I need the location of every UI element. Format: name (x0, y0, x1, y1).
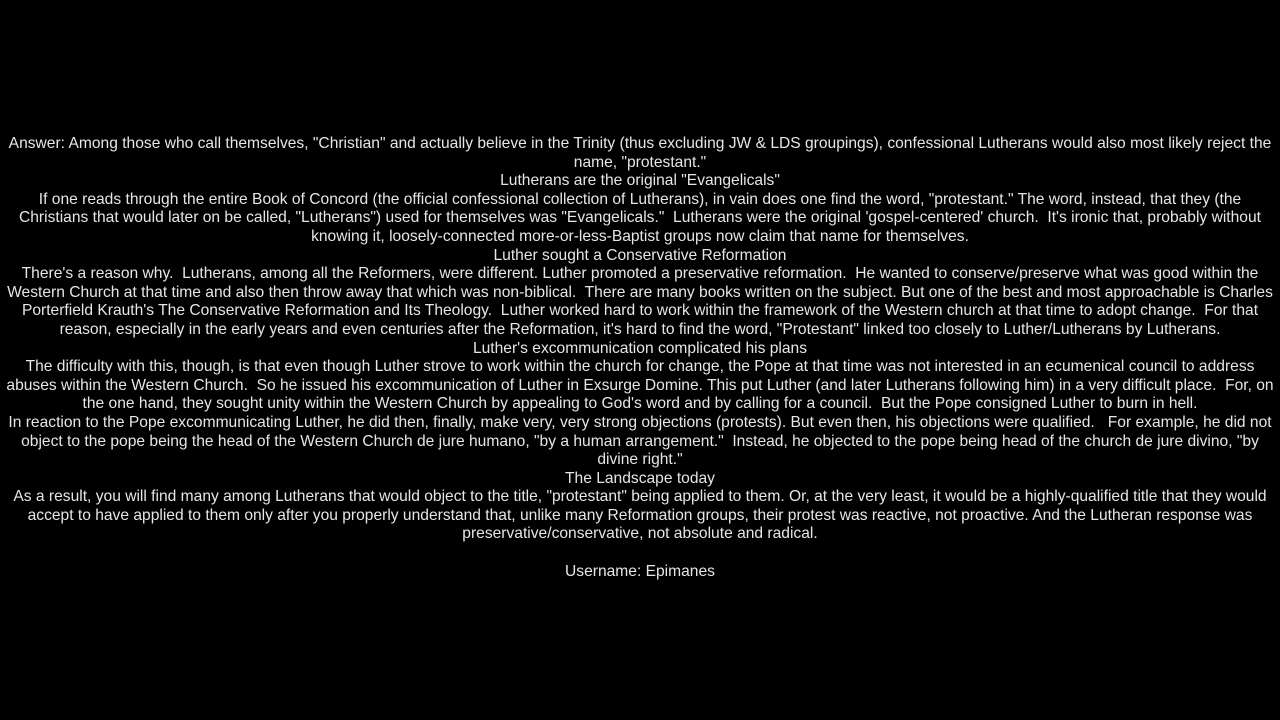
section-body-excommunication-reaction: In reaction to the Pope excommunicating Luther, he did then, finally, make very, very strong objections (protests). But even then, his objections were qualified. For example, he did not object to the pope being the head of the Western Church de jure humano, "by a human arrangement." Instead, he objected to the pope being head of the church de jure divino, "by divine right." (8, 413, 1276, 469)
answer-intro: Answer: Among those who call themselves, "Christian" and actually believe in the Trinity (thus excluding JW & LDS groupings), confessional Lutherans would also most likely reject the name, "protestant." (8, 135, 1276, 171)
section-body-landscape: As a result, you will find many among Lutherans that would object to the title, "protestant" being applied to them. Or, at the very least, it would be a highly-qualified title that they would accept to have applied to them only after you properly understand that, unlike many Reformation groups, their protest was reactive, not proactive. And the Lutheran response was preservative/conservative, not absolute and radical. (13, 488, 1271, 543)
section-heading-conservative-reformation: Luther sought a Conservative Reformation (493, 246, 787, 264)
section-heading-evangelicals: Lutherans are the original "Evangelicals" (500, 172, 780, 190)
section-heading-excommunication: Luther's excommunication complicated his plans (472, 339, 808, 357)
answer-document (0, 135, 1280, 581)
section-body-conservative-reformation: There's a reason why. Lutherans, among all the Reformers, were different. Luther promoted a preservative reformation. He wanted to conserve/preserve what was good within the Western Church at that time and also then throw away that which was non-biblical. There are many books written on the subject. But one of the best and most approachable is Charles Porterfield Krauth's The Conservative Reformation and Its Theology. Luther worked hard to work within the framework of the Western church at that time to adopt change. For that reason, especially in the early years and even centuries after the Reformation, it's hard to find the word, "Protestant" linked too closely to Luther/Lutherans by Lutherans. (7, 265, 1278, 338)
section-heading-landscape: The Landscape today (565, 469, 715, 487)
section-body-evangelicals: If one reads through the entire Book of Concord (the official confessional collection of Lutherans), in vain does one find the word, "protestant." The word, instead, that they (the Christians that would later on be called, "Lutherans") used for themselves was "Evangelicals." Lutherans were the original 'gospel-centered' church. It's ironic that, probably without knowing it, loosely-connected more-or-less-Baptist groups now claim that name for themselves. (19, 190, 1266, 245)
section-body-excommunication: The difficulty with this, though, is that even though Luther strove to work within the church for change, the Pope at that time was not interested in an ecumenical council to address abuses within the Western Church. So he issued his excommunication of Luther in Exsurge Domine. This put Luther (and later Lutherans following him) in a very difficult place. For, on the one hand, they sought unity within the Western Church by appealing to God's word and by calling for a council. But the Pope consigned Luther to burn in hell. (6, 358, 1278, 413)
username-label: Username: Epimanes (565, 562, 715, 580)
